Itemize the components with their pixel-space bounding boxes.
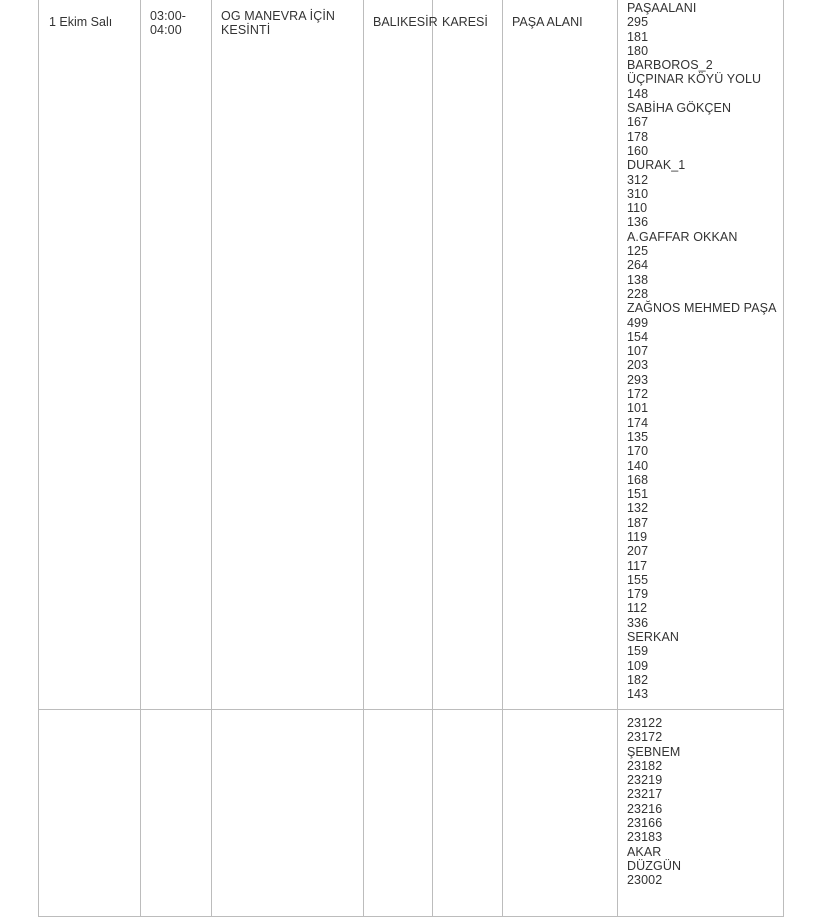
location-item: ÜÇPINAR KÖYÜ YOLU <box>627 72 762 87</box>
time-cell <box>141 0 212 710</box>
time-cell <box>141 710 212 917</box>
location-item: ŞEBNEM <box>627 744 681 759</box>
outage-table <box>38 0 784 917</box>
location-item: 499 <box>627 315 649 330</box>
location-item: A.GAFFAR OKKAN <box>627 229 738 244</box>
area-cell <box>503 710 618 917</box>
district-cell <box>433 710 503 917</box>
location-item: 295 <box>627 15 649 30</box>
location-item: 23219 <box>627 773 663 788</box>
location-item: 207 <box>627 544 649 559</box>
location-item: BARBOROS_2 <box>627 58 713 73</box>
location-item: 140 <box>627 458 649 473</box>
province-cell <box>364 710 433 917</box>
location-item: 179 <box>627 587 649 602</box>
location-item: 23172 <box>627 730 663 745</box>
location-item: 182 <box>627 672 649 687</box>
locations-cell <box>618 710 784 917</box>
location-item: 228 <box>627 286 649 301</box>
location-item: 172 <box>627 387 649 402</box>
location-item: 155 <box>627 572 649 587</box>
reason-line-1: OG MANEVRA İÇİN <box>221 9 336 23</box>
locations-cell <box>618 0 784 710</box>
location-item: 180 <box>627 43 649 58</box>
table-row <box>39 710 784 917</box>
location-item: AKAR <box>627 844 662 859</box>
location-item: 117 <box>627 558 648 573</box>
reason-cell <box>212 710 364 917</box>
location-item: SABİHA GÖKÇEN <box>627 101 732 116</box>
province-cell <box>364 0 438 710</box>
locations-list <box>627 716 783 888</box>
location-item: 170 <box>627 444 649 459</box>
location-item: 336 <box>627 615 649 630</box>
time-end: 04:00 <box>150 23 182 38</box>
location-item: 136 <box>627 215 649 230</box>
location-item: ZAĞNOS MEHMED PAŞA <box>627 301 777 316</box>
location-item: PAŞAALANI <box>627 1 697 15</box>
location-item: 119 <box>627 529 648 544</box>
location-item: 135 <box>627 429 649 444</box>
location-item: 101 <box>627 401 649 416</box>
location-item: 148 <box>627 86 649 101</box>
location-item: DÜZGÜN <box>627 858 682 873</box>
area-cell <box>503 0 618 710</box>
time-start: 03:00- <box>150 9 187 23</box>
location-item: 109 <box>627 658 649 673</box>
location-item: 23216 <box>627 801 663 816</box>
location-item: 23002 <box>627 873 663 888</box>
location-item: 187 <box>627 515 649 530</box>
location-item: 23122 <box>627 716 663 730</box>
location-item: SERKAN <box>627 630 680 645</box>
location-item: 23183 <box>627 830 663 845</box>
location-item: 154 <box>627 329 649 344</box>
location-item: 203 <box>627 358 649 373</box>
location-item: 174 <box>627 415 649 430</box>
province-text: BALIKESİR <box>373 15 438 29</box>
district-text: KARESİ <box>442 15 488 29</box>
location-item: 23217 <box>627 787 663 802</box>
reason-cell <box>212 0 364 710</box>
location-item: 293 <box>627 372 649 387</box>
location-item: 312 <box>627 172 649 187</box>
district-cell <box>433 0 503 710</box>
area-text: PAŞA ALANI <box>512 15 583 29</box>
location-item: 181 <box>627 29 649 44</box>
date-text: 1 Ekim Salı <box>49 15 113 29</box>
location-item: 23182 <box>627 758 663 773</box>
location-item: 178 <box>627 129 649 144</box>
table-row <box>39 0 784 710</box>
location-item: 167 <box>627 115 649 130</box>
location-item: DURAK_1 <box>627 158 686 173</box>
date-cell <box>39 0 141 710</box>
location-item: 310 <box>627 186 649 201</box>
location-item: 138 <box>627 272 649 287</box>
location-item: 159 <box>627 644 649 659</box>
location-item: 168 <box>627 472 649 487</box>
locations-list <box>627 1 783 702</box>
location-item: 151 <box>627 487 649 502</box>
date-cell <box>39 710 141 917</box>
location-item: 112 <box>627 601 648 616</box>
location-item: 110 <box>627 201 648 216</box>
reason-line-2: KESİNTİ <box>221 23 271 38</box>
location-item: 23166 <box>627 816 663 831</box>
location-item: 125 <box>627 244 649 259</box>
location-item: 160 <box>627 143 649 158</box>
location-item: 107 <box>627 344 649 359</box>
location-item: 132 <box>627 501 649 516</box>
location-item: 264 <box>627 258 649 273</box>
location-item: 143 <box>627 687 649 702</box>
